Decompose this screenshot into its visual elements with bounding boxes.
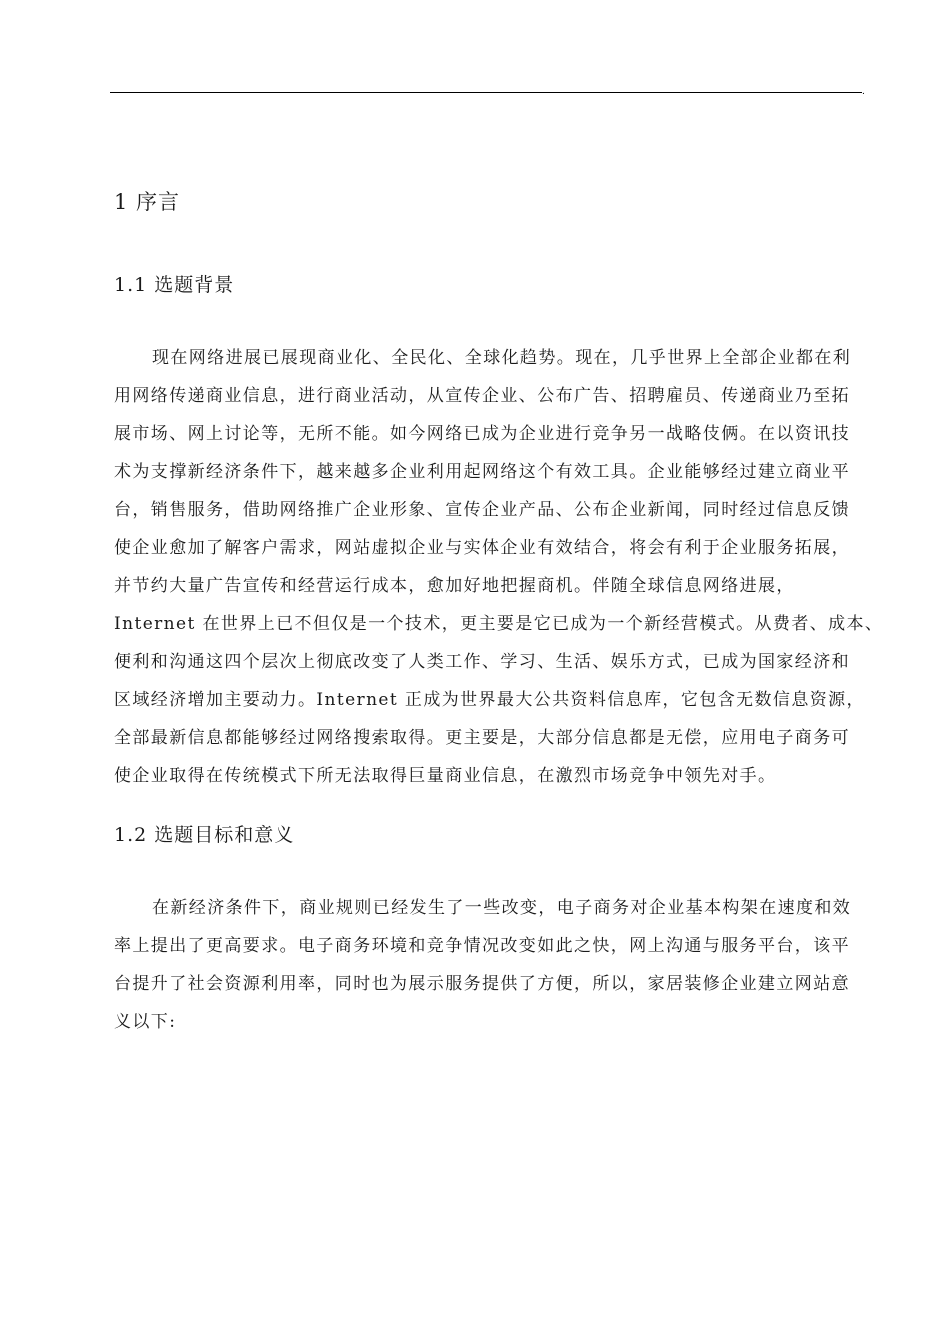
document-body	[114, 185, 894, 1041]
paragraph-line: 展市场、网上讨论等，无所不能。如今网络已成为企业进行竞争另一战略伎俩。在以资讯技	[114, 424, 850, 444]
paragraph-line: 全部最新信息都能够经过网络搜索取得。更主要是，大部分信息都是无偿，应用电子商务可	[114, 728, 850, 748]
section-1-title: 1 序言	[114, 190, 181, 214]
section-1-2-title: 1.2 选题目标和意义	[114, 824, 295, 846]
paragraph-line: 术为支撑新经济条件下，越来越多企业利用起网络这个有效工具。企业能够经过建立商业平	[114, 462, 850, 482]
paragraph-line: 便利和沟通这四个层次上彻底改变了人类工作、学习、生活、娱乐方式，已成为国家经济和	[114, 652, 850, 672]
paragraph-line: 台，销售服务，借助网络推广企业形象、宣传企业产品、公布企业新闻，同时经过信息反馈	[114, 500, 850, 520]
paragraph-line: 台提升了社会资源利用率，同时也为展示服务提供了方便，所以，家居装修企业建立网站意	[114, 974, 850, 994]
section-1-2-paragraph	[114, 889, 894, 1041]
paragraph-line: 区域经济增加主要动力。Internet 正成为世界最大公共资料信息库，它包含无数信息资源，	[114, 690, 865, 710]
paragraph-line: 在新经济条件下，商业规则已经发生了一些改变，电子商务对企业基本构架在速度和效	[152, 898, 852, 918]
paragraph-line: 并节约大量广告宣传和经营运行成本，愈加好地把握商机。伴随全球信息网络进展，	[114, 576, 795, 596]
header-rule	[110, 92, 862, 93]
paragraph-line: 使企业取得在传统模式下所无法取得巨量商业信息，在激烈市场竞争中领先对手。	[114, 766, 777, 786]
paragraph-line: 现在网络进展已展现商业化、全民化、全球化趋势。现在，几乎世界上全部企业都在利	[152, 348, 852, 368]
paragraph-line: 率上提出了更高要求。电子商务环境和竞争情况改变如此之快，网上沟通与服务平台，该平	[114, 936, 850, 956]
paragraph-line: Internet 在世界上已不但仅是一个技术，更主要是它已成为一个新经营模式。从费者、成本、	[114, 614, 884, 634]
section-1-1-title: 1.1 选题背景	[114, 274, 235, 296]
paragraph-line: 用网络传递商业信息，进行商业活动，从宣传企业、公布广告、招聘雇员、传递商业乃至拓	[114, 386, 850, 406]
paragraph-line: 义以下:	[114, 1012, 177, 1032]
header-mark: .	[862, 87, 865, 97]
paragraph-line: 使企业愈加了解客户需求，网站虚拟企业与实体企业有效结合，将会有利于企业服务拓展，	[114, 538, 850, 558]
section-1-1-paragraph	[114, 339, 894, 795]
